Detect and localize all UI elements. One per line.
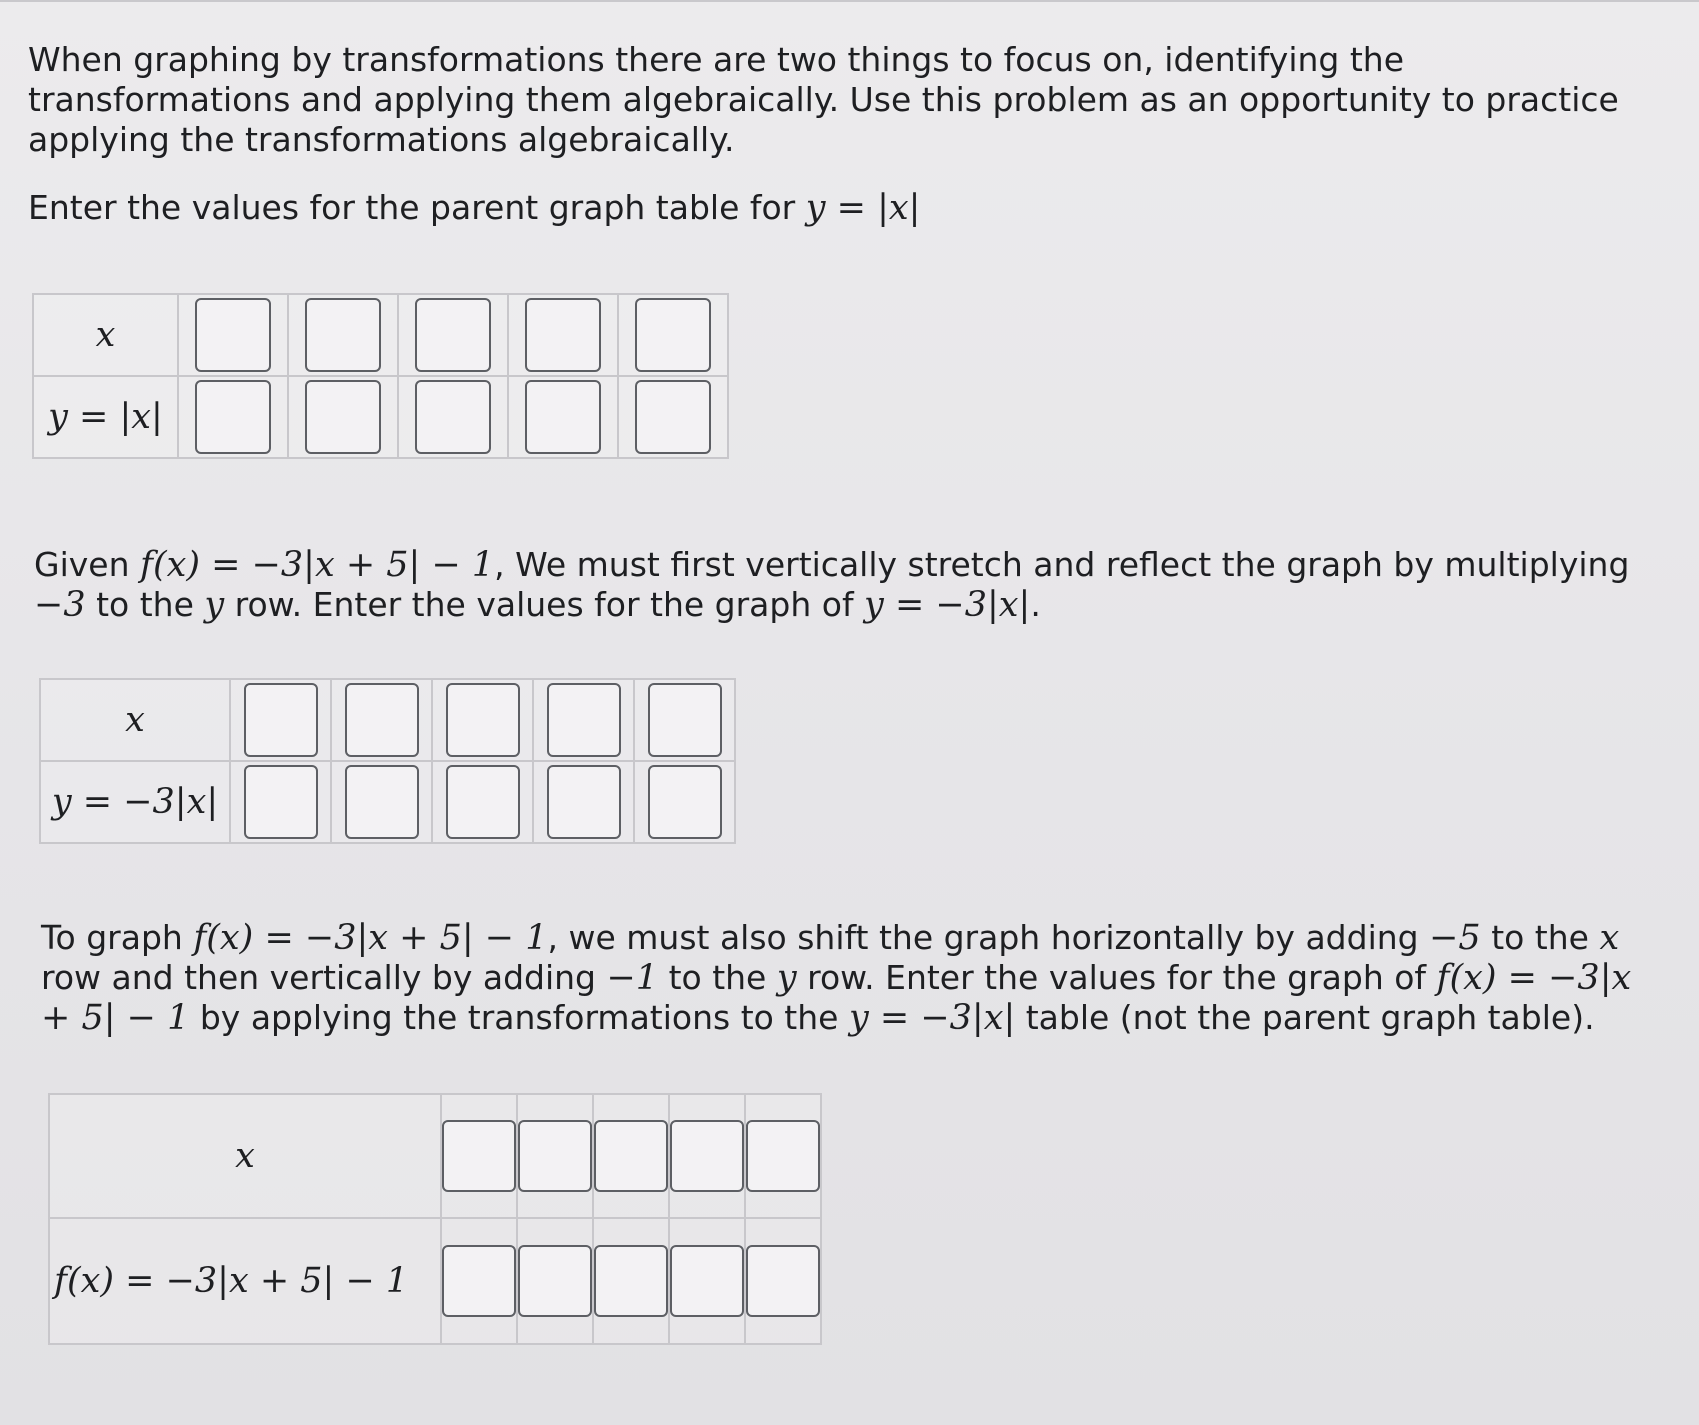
parent-x-input-1[interactable] (195, 298, 271, 372)
stretched-x-input-2[interactable] (345, 683, 419, 757)
transformed-x-input-5[interactable] (746, 1120, 820, 1192)
transformed-y-input-4[interactable] (670, 1245, 744, 1317)
transformed-y-input-2[interactable] (518, 1245, 592, 1317)
vertical-shift-math: −1 (606, 958, 659, 998)
shift-text-1: To graph (41, 918, 194, 957)
stretched-x-input-3[interactable] (446, 683, 520, 757)
stretch-text-5: . (1030, 585, 1041, 624)
stretched-graph-table (39, 678, 736, 844)
shift-text-2: , we must also shift the graph horizontally by adding (547, 918, 1430, 957)
shift-function-math-2: f(x) = −3|x + 5| − 1 (41, 958, 1632, 1038)
stretch-text-3: to the (85, 585, 205, 624)
shift-function-math-1: f(x) = −3|x + 5| − 1 (193, 918, 548, 958)
parent-x-input-3[interactable] (415, 298, 491, 372)
transformed-graph-table (48, 1093, 822, 1345)
transformed-y-input-3[interactable] (594, 1245, 668, 1317)
stretched-x-input-5[interactable] (648, 683, 722, 757)
parent-table-y-label: y = |x| (33, 376, 178, 458)
parent-function-math: y = |x| (805, 188, 921, 228)
stretched-function-math-2: y = −3|x| (848, 998, 1016, 1038)
shift-text-5: to the (658, 958, 777, 997)
intro-paragraph: When graphing by transformations there are two things to focus on, identifying the transformations and applying them algebraically. Use this problem as an opportunity to practice applying the transformations algebraically. (28, 40, 1619, 159)
parent-x-input-2[interactable] (305, 298, 381, 372)
stretched-y-input-2[interactable] (345, 765, 419, 839)
parent-y-input-1[interactable] (195, 380, 271, 454)
transformed-table-y-label: f(x) = −3|x + 5| − 1 (49, 1218, 441, 1344)
horizontal-shift-math: −5 (1429, 918, 1481, 958)
shift-text-7: by applying the transformations to the (189, 998, 849, 1037)
stretch-reflect-prompt (34, 545, 1674, 625)
stretched-x-input-4[interactable] (547, 683, 621, 757)
stretched-y-input-1[interactable] (244, 765, 318, 839)
shift-prompt (41, 918, 1661, 1038)
given-function-math: f(x) = −3|x + 5| − 1 (139, 545, 495, 585)
transformed-x-input-3[interactable] (594, 1120, 668, 1192)
transformed-x-input-4[interactable] (670, 1120, 744, 1192)
transformed-y-input-1[interactable] (442, 1245, 516, 1317)
multiplier-math: −3 (34, 585, 86, 625)
transformed-y-input-5[interactable] (746, 1245, 820, 1317)
shift-text-3: to the (1480, 918, 1600, 957)
parent-graph-table (32, 293, 729, 459)
shift-text-4: row and then vertically by adding (41, 958, 607, 997)
y-variable-math: y (204, 585, 225, 625)
parent-y-input-3[interactable] (415, 380, 491, 454)
stretched-y-input-3[interactable] (446, 765, 520, 839)
stretched-table-x-label: x (40, 679, 230, 761)
y-variable-math-2: y (776, 958, 797, 998)
parent-y-input-4[interactable] (525, 380, 601, 454)
parent-x-input-5[interactable] (635, 298, 711, 372)
x-variable-math: x (1599, 918, 1620, 958)
top-divider (0, 0, 1699, 2)
parent-y-input-5[interactable] (635, 380, 711, 454)
stretch-text-1: Given (34, 545, 140, 584)
parent-x-input-4[interactable] (525, 298, 601, 372)
parent-table-prompt-text: Enter the values for the parent graph table for (28, 188, 806, 227)
stretch-text-2: , We must first vertically stretch and reflect the graph by multiplying (494, 545, 1630, 584)
stretched-y-input-5[interactable] (648, 765, 722, 839)
parent-y-input-2[interactable] (305, 380, 381, 454)
stretch-text-4: row. Enter the values for the graph of (224, 585, 865, 624)
shift-text-8: table (not the parent graph table). (1015, 998, 1595, 1037)
stretched-function-math: y = −3|x| (864, 585, 1031, 625)
parent-table-prompt (28, 188, 1628, 228)
transformed-x-input-2[interactable] (518, 1120, 592, 1192)
transformed-x-input-1[interactable] (442, 1120, 516, 1192)
stretched-x-input-1[interactable] (244, 683, 318, 757)
parent-table-x-label: x (33, 294, 178, 376)
transformed-table-x-label: x (49, 1094, 441, 1218)
stretched-y-input-4[interactable] (547, 765, 621, 839)
shift-text-6: row. Enter the values for the graph of (796, 958, 1437, 997)
stretched-table-y-label: y = −3|x| (40, 761, 230, 843)
